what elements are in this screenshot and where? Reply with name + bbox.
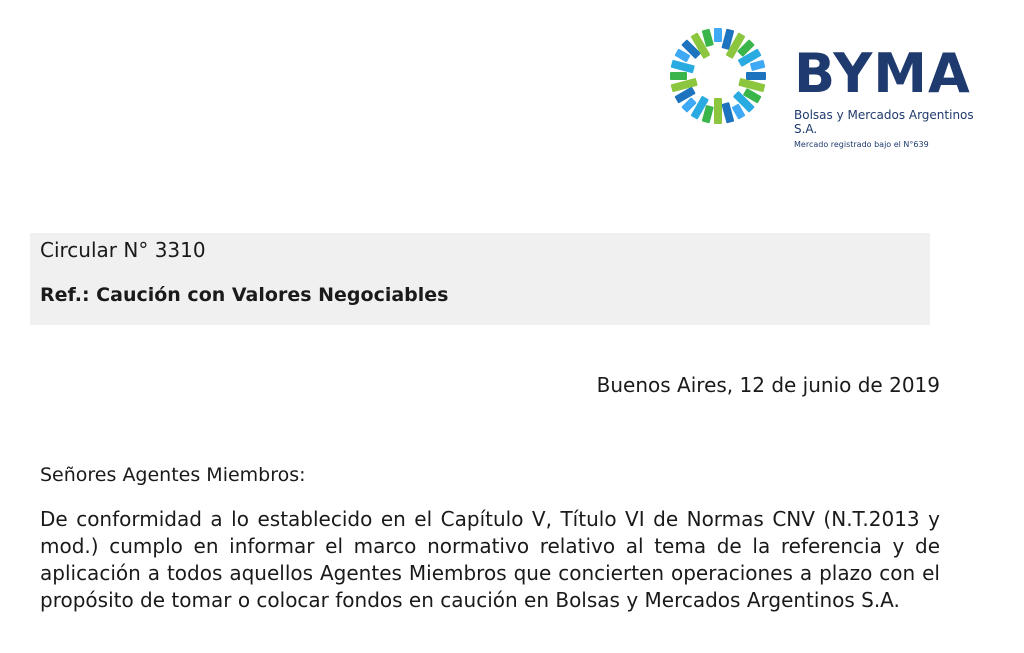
byma-logo [666, 24, 976, 156]
logo-ring-segment [750, 60, 766, 71]
logo-ring-segment [714, 98, 722, 124]
date-line: Buenos Aires, 12 de junio de 2019 [596, 373, 940, 397]
salutation: Señores Agentes Miembros: [40, 464, 306, 486]
body-paragraph: De conformidad a lo establecido en el Capítulo V, Título VI de Normas CNV (N.T.2013 y mod.) cumplo en informar el marco normativo relativo al tema de la referencia y de aplicación a todos aquellos Agentes Miembros que concierten operaciones a plazo con el propósito de tomar o colocar fondos en caución en Bolsas y Mercados Argentinos S.A. [40, 507, 940, 612]
logo-ring-segment [671, 60, 695, 74]
logo-wordmark: BYMA [794, 42, 971, 105]
logo-subtitle: Bolsas y Mercados Argentinos S.A. [794, 108, 974, 136]
byma-ring-icon [666, 24, 770, 128]
logo-registration-note: Mercado registrado bajo el N°639 [794, 140, 929, 149]
logo-ring-segment [714, 28, 722, 42]
logo-ring-segment [746, 72, 766, 80]
circular-number: Circular N° 3310 [40, 238, 206, 262]
reference-box [30, 233, 930, 325]
logo-ring-segment [670, 72, 687, 80]
reference-title: Ref.: Caución con Valores Negociables [40, 284, 449, 306]
logo-ring-segment [721, 102, 734, 123]
